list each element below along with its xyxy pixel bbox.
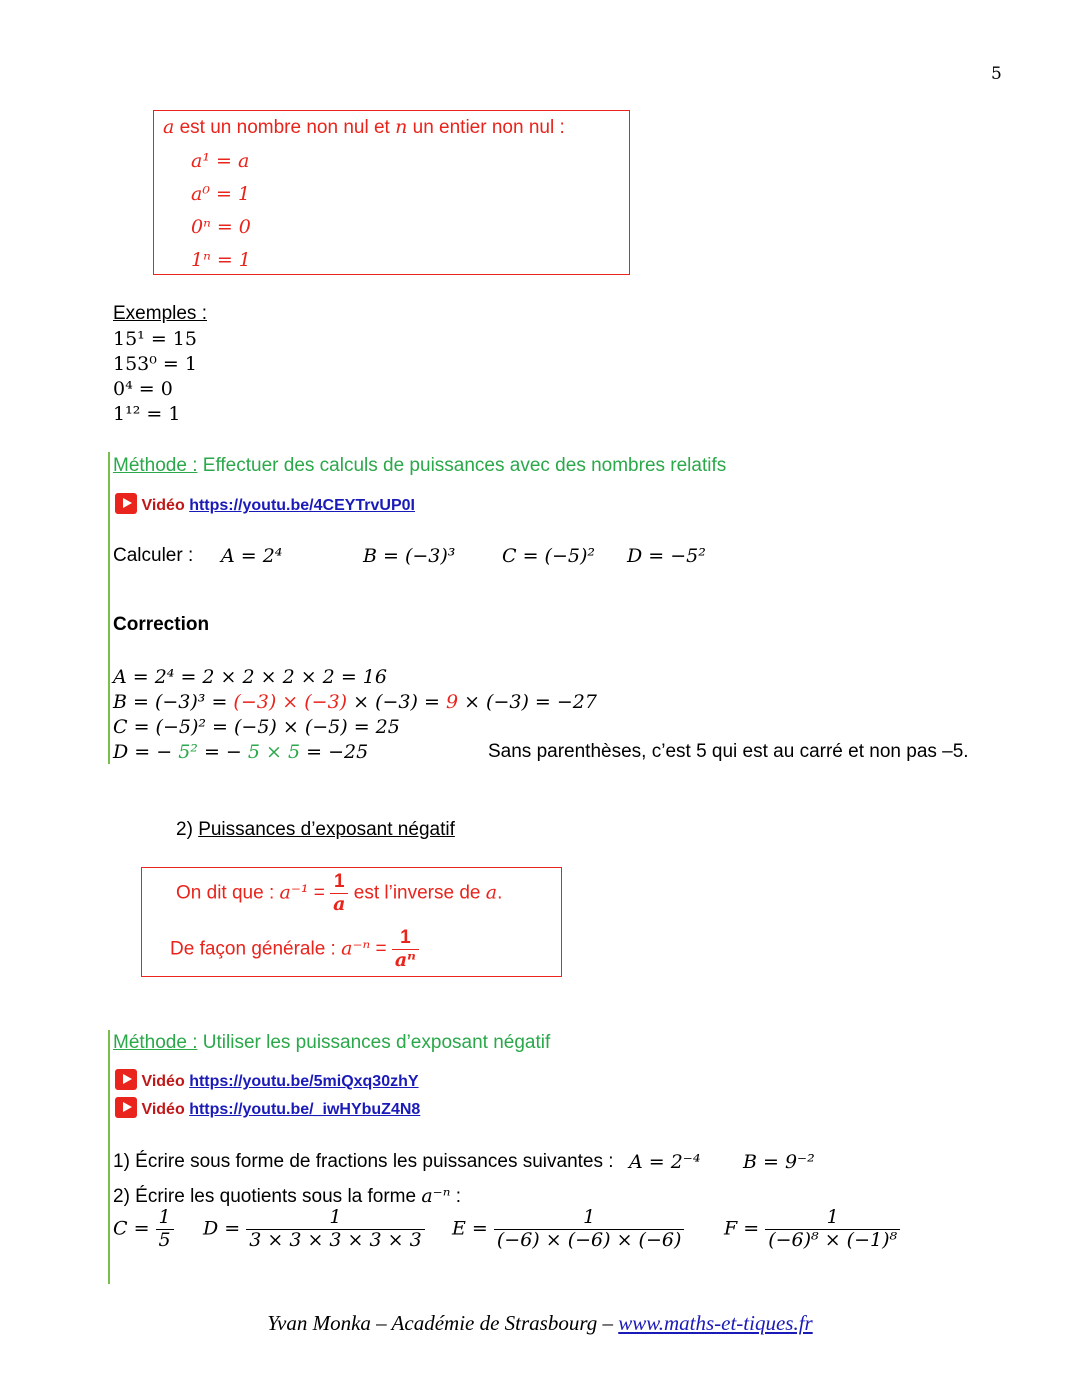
fraction-e-value xyxy=(494,1207,685,1252)
var-n: n xyxy=(395,116,408,138)
method1-title: Effectuer des calculs de puissances avec des nombres relatifs xyxy=(197,455,727,476)
expr-d: D = −5² xyxy=(627,545,706,567)
fraction-e xyxy=(452,1207,684,1252)
rule-a1: a¹ = a xyxy=(191,150,250,172)
section2-title: Puissances d’exposant négatif xyxy=(198,819,455,840)
question-2-text: 2) Écrire les quotients sous la forme xyxy=(113,1186,422,1207)
line1-a: a xyxy=(485,881,498,904)
line1-pre: On dit que : xyxy=(176,882,280,904)
footer-text: Yvan Monka – Académie de Strasbourg – xyxy=(267,1311,619,1335)
line-b-part-5: × (−3) = −27 xyxy=(458,691,597,713)
fraction-f-value xyxy=(765,1207,900,1252)
method2-title: Utiliser les puissances d’exposant négatif xyxy=(197,1032,551,1053)
fraction-f-num: 1 xyxy=(826,1206,839,1228)
correction-title: Correction xyxy=(113,614,210,635)
video-link-2[interactable]: https://youtu.be/5miQxq30zhY xyxy=(189,1073,419,1090)
frac1-den: a xyxy=(330,893,348,916)
fraction-d-lhs: D = xyxy=(203,1217,241,1240)
line1-dot: . xyxy=(497,882,503,904)
video-label: Vidéo xyxy=(141,1073,185,1090)
question-1-expr-a: A = 2⁻⁴ xyxy=(629,1151,701,1173)
video-label: Vidéo xyxy=(141,1101,185,1118)
line1-expr: a⁻¹ xyxy=(279,881,309,904)
fraction-c-value xyxy=(156,1207,174,1252)
method2-video-1 xyxy=(115,1069,419,1091)
expr-c: C = (−5)² xyxy=(502,545,595,567)
question-2 xyxy=(113,1185,461,1208)
video-link-1[interactable]: https://youtu.be/4CEYTrvUP0I xyxy=(189,497,415,514)
line2-eq: = xyxy=(370,938,387,960)
example-1: 15¹ = 15 xyxy=(113,328,197,350)
line-d-part-1: D = − xyxy=(113,741,179,763)
method2-margin-rule xyxy=(108,1030,110,1284)
question-2-expr: a⁻ⁿ xyxy=(421,1185,451,1207)
question-1-expr-b: B = 9⁻² xyxy=(743,1151,815,1173)
rule-a0: a⁰ = 1 xyxy=(191,183,251,205)
line-d-part-3: = − xyxy=(197,741,248,763)
video-play-icon[interactable] xyxy=(115,1069,137,1090)
rule-0n: 0ⁿ = 0 xyxy=(191,216,251,238)
neg-box-line-2 xyxy=(170,927,419,972)
line-d-part-2: 5² xyxy=(178,741,198,763)
method2-heading xyxy=(113,1032,550,1054)
fraction-d xyxy=(203,1207,425,1252)
fraction-e-lhs: E = xyxy=(452,1217,488,1240)
neg-box-line-1 xyxy=(176,871,502,916)
video-label: Vidéo xyxy=(141,497,185,514)
example-4: 1¹² = 1 xyxy=(113,403,181,425)
intro-text-1: est un nombre non nul et xyxy=(174,117,396,138)
video-link-3[interactable]: https://youtu.be/_iwHYbuZ4N8 xyxy=(189,1101,421,1118)
line2-expr: a⁻ⁿ xyxy=(341,937,371,960)
fraction-c-den: 5 xyxy=(156,1229,174,1252)
section2-heading xyxy=(176,819,455,841)
page-number: 5 xyxy=(991,64,1002,84)
correction-line-d xyxy=(113,741,368,763)
expr-a: A = 2⁴ xyxy=(221,545,283,567)
rule-1n: 1ⁿ = 1 xyxy=(191,249,251,271)
frac2-num: 1 xyxy=(400,927,411,948)
footer-link[interactable]: www.maths-et-tiques.fr xyxy=(618,1311,813,1335)
method2-video-2 xyxy=(115,1097,420,1119)
section2-number: 2) xyxy=(176,819,199,840)
line1-eq: = xyxy=(308,882,325,904)
intro-text-2: un entier non nul : xyxy=(407,117,565,138)
line-b-part-2: (−3) × (−3) xyxy=(233,691,348,713)
frac-1-over-a xyxy=(330,871,348,916)
fraction-d-num: 1 xyxy=(329,1206,342,1228)
frac1-num: 1 xyxy=(334,871,345,892)
frac-1-over-an xyxy=(392,927,419,972)
line-b-part-4: 9 xyxy=(445,691,459,713)
examples-title: Exemples : xyxy=(113,303,207,324)
fraction-c-num: 1 xyxy=(158,1206,171,1228)
correction-line-a: A = 2⁴ = 2 × 2 × 2 × 2 = 16 xyxy=(113,666,387,688)
question-2-colon: : xyxy=(450,1186,461,1207)
method1-label: Méthode : xyxy=(113,455,198,476)
video-play-icon[interactable] xyxy=(115,493,137,514)
method2-label: Méthode : xyxy=(113,1032,198,1053)
method1-video xyxy=(115,493,415,515)
calc-label: Calculer : xyxy=(113,545,194,566)
video-play-icon[interactable] xyxy=(115,1097,137,1118)
fraction-d-den: 3 × 3 × 3 × 3 × 3 xyxy=(246,1229,424,1252)
method1-heading xyxy=(113,455,726,477)
line-b-part-3: × (−3) = xyxy=(347,691,446,713)
line-d-part-4: 5 × 5 xyxy=(247,741,301,763)
fraction-c-lhs: C = xyxy=(113,1217,150,1240)
fraction-f-den: (−6)⁸ × (−1)⁸ xyxy=(765,1229,900,1252)
line2-pre: De façon générale : xyxy=(170,938,342,960)
fraction-c xyxy=(113,1207,174,1252)
fraction-f-lhs: F = xyxy=(724,1217,760,1240)
fraction-e-den: (−6) × (−6) × (−6) xyxy=(494,1229,685,1252)
correction-line-c: C = (−5)² = (−5) × (−5) = 25 xyxy=(113,716,400,738)
frac2-den: aⁿ xyxy=(392,949,419,972)
line-b-part-1: B = (−3)³ = xyxy=(113,691,234,713)
line-d-part-5: = −25 xyxy=(300,741,369,763)
properties-intro xyxy=(163,116,565,139)
method1-margin-rule xyxy=(108,452,110,764)
correction-note: Sans parenthèses, c’est 5 qui est au carré et non pas –5. xyxy=(488,741,969,762)
fraction-f xyxy=(724,1207,900,1252)
example-2: 153⁰ = 1 xyxy=(113,353,197,375)
fraction-e-num: 1 xyxy=(583,1206,596,1228)
footer xyxy=(0,1311,1080,1336)
fraction-d-value xyxy=(246,1207,424,1252)
example-3: 0⁴ = 0 xyxy=(113,378,173,400)
line1-post: est l’inverse de xyxy=(353,882,486,904)
expr-b: B = (−3)³ xyxy=(363,545,456,567)
correction-line-b xyxy=(113,691,597,713)
question-1: 1) Écrire sous forme de fractions les puissances suivantes : xyxy=(113,1151,614,1172)
var-a: a xyxy=(163,116,175,138)
